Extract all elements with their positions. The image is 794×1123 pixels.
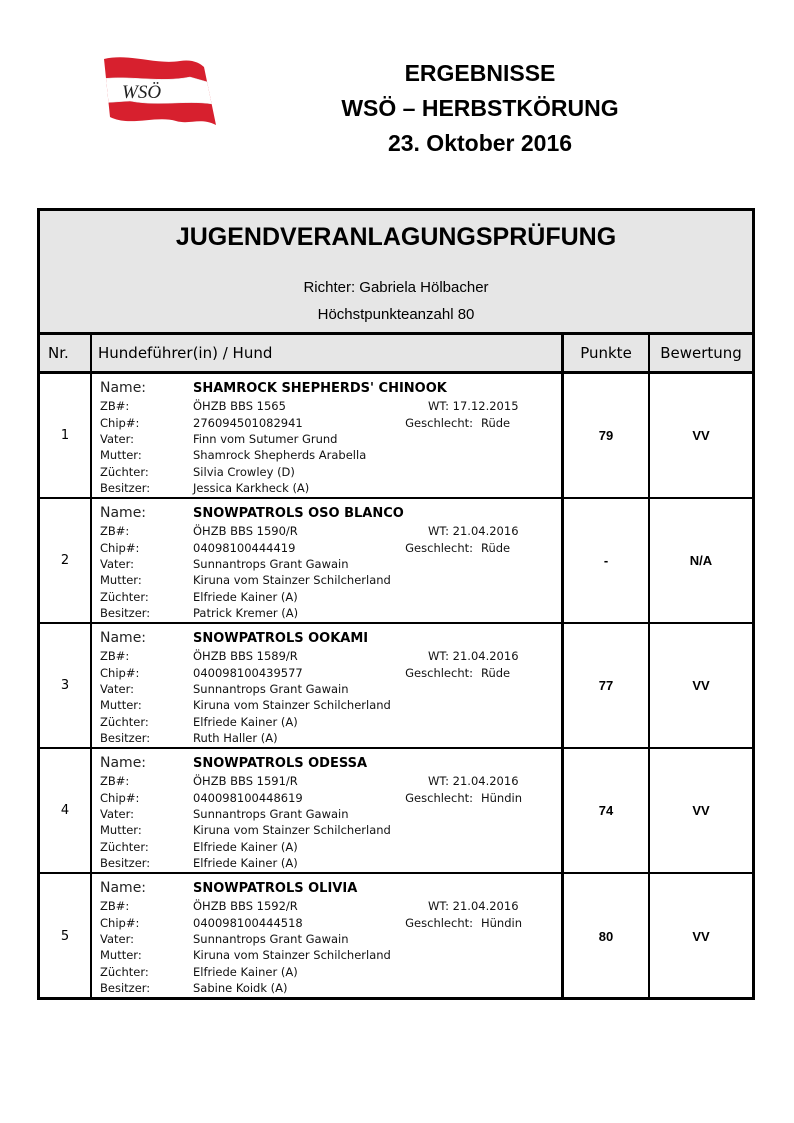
breeder-label: Züchter: <box>100 714 149 729</box>
sex-label: Geschlecht: <box>405 790 473 805</box>
chip-label: Chip#: <box>100 665 140 680</box>
entry-number: 2 <box>40 499 92 622</box>
owner-value: Ruth Haller (A) <box>193 731 278 746</box>
sex-label: Geschlecht: <box>405 665 473 680</box>
chip-label: Chip#: <box>100 540 140 555</box>
dog-details <box>92 374 564 497</box>
owner-label: Besitzer: <box>100 856 151 871</box>
sex-value: Rüde <box>481 665 511 680</box>
zb-label: ZB#: <box>100 524 130 539</box>
entry-number: 3 <box>40 624 92 747</box>
owner-value: Patrick Kremer (A) <box>193 606 299 621</box>
sire-value: Sunnantrops Grant Gawain <box>193 806 349 821</box>
sire-value: Finn vom Sutumer Grund <box>193 431 338 446</box>
table-body <box>40 374 752 999</box>
table-row <box>40 624 752 749</box>
dam-value: Kiruna vom Stainzer Schilcherland <box>193 573 391 588</box>
points-value: 79 <box>564 374 650 497</box>
zb-value: ÖHZB BBS 1565 <box>193 399 286 414</box>
dam-label: Mutter: <box>100 448 142 463</box>
breeder-value: Elfriede Kainer (A) <box>193 589 298 604</box>
owner-value: Sabine Koidk (A) <box>193 981 288 996</box>
table-row <box>40 749 752 874</box>
name-label: Name: <box>100 880 147 896</box>
wso-flag-logo <box>100 55 218 131</box>
breeder-value: Elfriede Kainer (A) <box>193 964 298 979</box>
chip-value: 040098100444518 <box>193 915 303 930</box>
entry-number: 4 <box>40 749 92 872</box>
sire-label: Vater: <box>100 931 135 946</box>
owner-value: Elfriede Kainer (A) <box>193 856 298 871</box>
sire-label: Vater: <box>100 431 135 446</box>
document-title <box>280 56 680 161</box>
judge-label: Richter: Gabriela Hölbacher <box>303 279 489 296</box>
column-header-points: Punkte <box>564 335 650 374</box>
zb-value: ÖHZB BBS 1592/R <box>193 899 298 914</box>
title-line-date: 23. Oktober 2016 <box>387 130 573 156</box>
table-row <box>40 374 752 499</box>
table-row <box>40 874 752 999</box>
breeder-label: Züchter: <box>100 464 149 479</box>
owner-label: Besitzer: <box>100 981 151 996</box>
chip-label: Chip#: <box>100 415 140 430</box>
dog-name: SNOWPATROLS OOKAMI <box>193 630 369 646</box>
dam-label: Mutter: <box>100 573 142 588</box>
name-label: Name: <box>100 755 147 771</box>
sire-value: Sunnantrops Grant Gawain <box>193 681 349 696</box>
austrian-flag-icon <box>100 55 218 131</box>
dog-details <box>92 624 564 747</box>
logo-text: WSÖ <box>122 82 162 103</box>
name-label: Name: <box>100 505 147 521</box>
sex-label: Geschlecht: <box>405 540 473 555</box>
sex-value: Rüde <box>481 540 511 555</box>
chip-label: Chip#: <box>100 915 140 930</box>
birth-date: WT: 17.12.2015 <box>428 399 519 414</box>
sire-label: Vater: <box>100 681 135 696</box>
breeder-value: Silvia Crowley (D) <box>193 464 295 479</box>
birth-date: WT: 21.04.2016 <box>428 524 519 539</box>
sex-label: Geschlecht: <box>405 915 473 930</box>
dam-label: Mutter: <box>100 698 142 713</box>
breeder-label: Züchter: <box>100 839 149 854</box>
title-line-event: WSÖ – HERBSTKÖRUNG <box>341 95 619 121</box>
results-table <box>37 208 755 1000</box>
column-header-handler-dog: Hundeführer(in) / Hund <box>92 335 564 374</box>
dog-name: SHAMROCK SHEPHERDS' CHINOOK <box>193 380 447 396</box>
sire-label: Vater: <box>100 806 135 821</box>
table-row <box>40 499 752 624</box>
points-value: 80 <box>564 874 650 999</box>
chip-value: 04098100444419 <box>193 540 296 555</box>
dog-details <box>92 749 564 872</box>
breeder-value: Elfriede Kainer (A) <box>193 839 298 854</box>
zb-value: ÖHZB BBS 1589/R <box>193 649 298 664</box>
zb-label: ZB#: <box>100 899 130 914</box>
breeder-label: Züchter: <box>100 964 149 979</box>
sire-value: Sunnantrops Grant Gawain <box>193 556 349 571</box>
breeder-label: Züchter: <box>100 589 149 604</box>
sire-label: Vater: <box>100 556 135 571</box>
breeder-value: Elfriede Kainer (A) <box>193 714 298 729</box>
points-value: 77 <box>564 624 650 747</box>
name-label: Name: <box>100 380 147 396</box>
birth-date: WT: 21.04.2016 <box>428 649 519 664</box>
rating-value: VV <box>692 428 710 443</box>
sire-value: Sunnantrops Grant Gawain <box>193 931 349 946</box>
dam-value: Kiruna vom Stainzer Schilcherland <box>193 823 391 838</box>
section-title: JUGENDVERANLAGUNGSPRÜFUNG <box>175 223 617 251</box>
dog-name: SNOWPATROLS OLIVIA <box>193 880 358 896</box>
points-value: 74 <box>564 749 650 872</box>
name-label: Name: <box>100 630 147 646</box>
column-header-rating: Bewertung <box>650 335 752 374</box>
rating-value: VV <box>692 678 710 693</box>
max-points-label: Höchstpunkteanzahl 80 <box>317 306 475 323</box>
dam-value: Kiruna vom Stainzer Schilcherland <box>193 698 391 713</box>
birth-date: WT: 21.04.2016 <box>428 899 519 914</box>
section-header <box>40 211 752 335</box>
dam-value: Kiruna vom Stainzer Schilcherland <box>193 948 391 963</box>
title-line-results: ERGEBNISSE <box>404 60 556 86</box>
dog-details <box>92 499 564 622</box>
chip-value: 040098100448619 <box>193 790 303 805</box>
chip-value: 276094501082941 <box>193 415 303 430</box>
zb-label: ZB#: <box>100 649 130 664</box>
dog-name: SNOWPATROLS OSO BLANCO <box>193 505 404 521</box>
sex-value: Hündin <box>481 915 523 930</box>
zb-label: ZB#: <box>100 774 130 789</box>
zb-value: ÖHZB BBS 1591/R <box>193 774 298 789</box>
dam-label: Mutter: <box>100 823 142 838</box>
entry-number: 1 <box>40 374 92 497</box>
zb-label: ZB#: <box>100 399 130 414</box>
sex-value: Rüde <box>481 415 511 430</box>
owner-value: Jessica Karkheck (A) <box>193 481 310 496</box>
chip-value: 040098100439577 <box>193 665 303 680</box>
column-header-nr: Nr. <box>40 335 92 374</box>
entry-number: 5 <box>40 874 92 999</box>
owner-label: Besitzer: <box>100 481 151 496</box>
chip-label: Chip#: <box>100 790 140 805</box>
rating-value: VV <box>692 803 710 818</box>
owner-label: Besitzer: <box>100 606 151 621</box>
dog-details <box>92 874 564 999</box>
dam-value: Shamrock Shepherds Arabella <box>193 448 367 463</box>
zb-value: ÖHZB BBS 1590/R <box>193 524 298 539</box>
owner-label: Besitzer: <box>100 731 151 746</box>
rating-value: VV <box>692 929 710 944</box>
dog-name: SNOWPATROLS ODESSA <box>193 755 368 771</box>
rating-value: N/A <box>689 553 713 568</box>
points-value: - <box>564 499 650 622</box>
birth-date: WT: 21.04.2016 <box>428 774 519 789</box>
sex-value: Hündin <box>481 790 523 805</box>
dam-label: Mutter: <box>100 948 142 963</box>
sex-label: Geschlecht: <box>405 415 473 430</box>
